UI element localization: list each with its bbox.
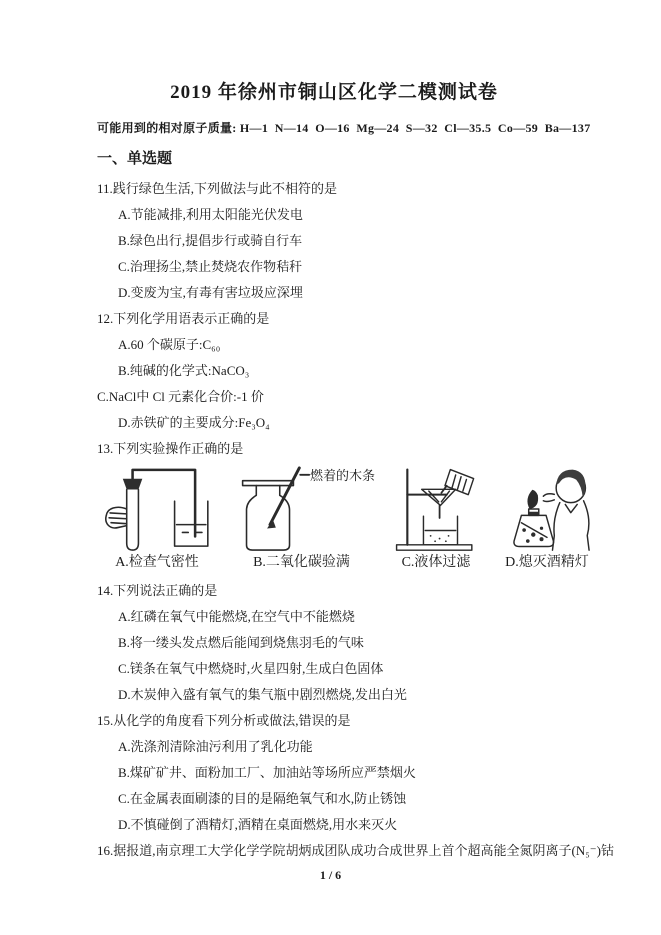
option-label: B. [118, 635, 130, 650]
question-text: 下列实验操作正确的是 [113, 441, 244, 456]
option-c [118, 258, 601, 275]
option-c [118, 790, 601, 807]
option-d [118, 816, 601, 833]
option-label: C. [118, 259, 130, 274]
option-text: 将一缕头发点燃后能闻到烧焦羽毛的气味 [129, 635, 364, 650]
option-label: D. [118, 687, 131, 702]
option-a [118, 738, 601, 755]
question-text: 从化学的角度看下列分析或做法,错误的是 [113, 713, 351, 728]
question-13 [97, 440, 601, 572]
question-number: 14. [97, 583, 114, 598]
option-b [118, 232, 601, 249]
option-text: 变废为宝,有毒有害垃圾应深埋 [130, 285, 303, 300]
page-number: 1 / 6 [319, 868, 342, 882]
airtightness-apparatus-icon [101, 466, 213, 552]
option-label: B. [118, 765, 130, 780]
option-label: C. [97, 389, 109, 404]
option-c [118, 660, 601, 677]
option-text: 洗涤剂清除油污利用了乳化功能 [130, 739, 313, 754]
option-label: A. [118, 609, 131, 624]
option-text: 不慎碰倒了酒精灯,酒精在桌面燃烧,用水来灭火 [130, 817, 398, 832]
question-number: 16. [97, 843, 114, 858]
section-heading: 一、单选题 [97, 151, 173, 167]
question-stem [97, 310, 601, 327]
figure-liquid-filtration [390, 466, 482, 572]
option-text: 绿色出行,提倡步行或骑自行车 [129, 233, 303, 248]
option-label: D. [118, 415, 131, 430]
question-text: 据报道,南京理工大学化学学院胡炳成团队成功合成世界上首个超高能全氮阴离子(N₅⁻)钴 [113, 843, 614, 858]
option-a [118, 206, 601, 223]
question-12 [97, 310, 601, 431]
option-text: NaCl中 Cl 元素化合价:-1 价 [108, 389, 264, 404]
burning-splint-label: 燃着的木条 [309, 468, 375, 483]
filtration-apparatus-icon [390, 466, 482, 552]
option-text: 红磷在氧气中能燃烧,在空气中不能燃烧 [130, 609, 355, 624]
option-d [118, 686, 601, 703]
option-text: 赤铁矿的主要成分:Fe₃O₄ [130, 415, 270, 430]
option-text: 镁条在氧气中燃烧时,火星四射,生成白色固体 [129, 661, 384, 676]
option-b [118, 634, 601, 651]
option-b [118, 764, 601, 781]
question-stem [97, 842, 614, 859]
figure-caption: D.熄灭酒精灯 [505, 555, 589, 570]
question-number: 11. [97, 181, 113, 196]
option-text: 在金属表面刷漆的目的是隔绝氧气和水,防止锈蚀 [129, 791, 407, 806]
question-stem [97, 180, 601, 197]
person-blowing-lamp-icon [497, 466, 597, 552]
option-text: 节能减排,利用太阳能光伏发电 [130, 207, 303, 222]
question-14 [97, 582, 601, 703]
question-stem [97, 712, 601, 729]
option-text: 木炭伸入盛有氧气的集气瓶中剧烈燃烧,发出白光 [130, 687, 407, 702]
question-text: 下列说法正确的是 [113, 583, 218, 598]
experiment-figures [101, 466, 597, 572]
question-11 [97, 180, 601, 301]
figure-caption: C.液体过滤 [401, 555, 471, 570]
atomic-mass-note: 可能用到的相对原子质量: H—1 N—14 O—16 Mg—24 S—32 Cl—35.5 Co—59 Ba—137 [97, 121, 591, 135]
option-text: 60 个碳原子:C₆₀ [130, 337, 221, 352]
figure-caption: B.二氧化碳验满 [253, 555, 350, 570]
option-label: B. [118, 233, 130, 248]
option-label: A. [118, 739, 131, 754]
option-a [118, 608, 601, 625]
option-b [118, 362, 601, 379]
option-text: 治理扬尘,禁止焚烧农作物秸秆 [129, 259, 303, 274]
question-number: 13. [97, 441, 114, 456]
question-16 [97, 842, 614, 859]
option-label: C. [118, 661, 130, 676]
figure-check-airtightness [101, 466, 213, 572]
question-stem [97, 440, 601, 457]
option-label: A. [118, 207, 131, 222]
option-label: A. [118, 337, 131, 352]
figure-co2-full-test [228, 466, 375, 572]
page-title: 2019 年徐州市铜山区化学二模测试卷 [170, 82, 498, 103]
option-a [118, 336, 601, 353]
option-c [97, 388, 601, 405]
option-label: C. [118, 791, 130, 806]
figure-caption: A.检查气密性 [115, 555, 199, 570]
option-label: B. [118, 363, 130, 378]
question-number: 15. [97, 713, 114, 728]
question-stem [97, 582, 601, 599]
option-text: 纯碱的化学式:NaCO₃ [129, 363, 250, 378]
option-label: D. [118, 817, 131, 832]
option-label: D. [118, 285, 131, 300]
option-text: 煤矿矿井、面粉加工厂、加油站等场所应严禁烟火 [129, 765, 416, 780]
question-text: 践行绿色生活,下列做法与此不相符的是 [112, 181, 338, 196]
gas-bottle-splint-icon [228, 466, 310, 552]
option-d [118, 284, 601, 301]
figure-extinguish-lamp [497, 466, 597, 572]
question-number: 12. [97, 311, 114, 326]
option-d [118, 414, 601, 431]
question-text: 下列化学用语表示正确的是 [113, 311, 270, 326]
question-15 [97, 712, 601, 833]
